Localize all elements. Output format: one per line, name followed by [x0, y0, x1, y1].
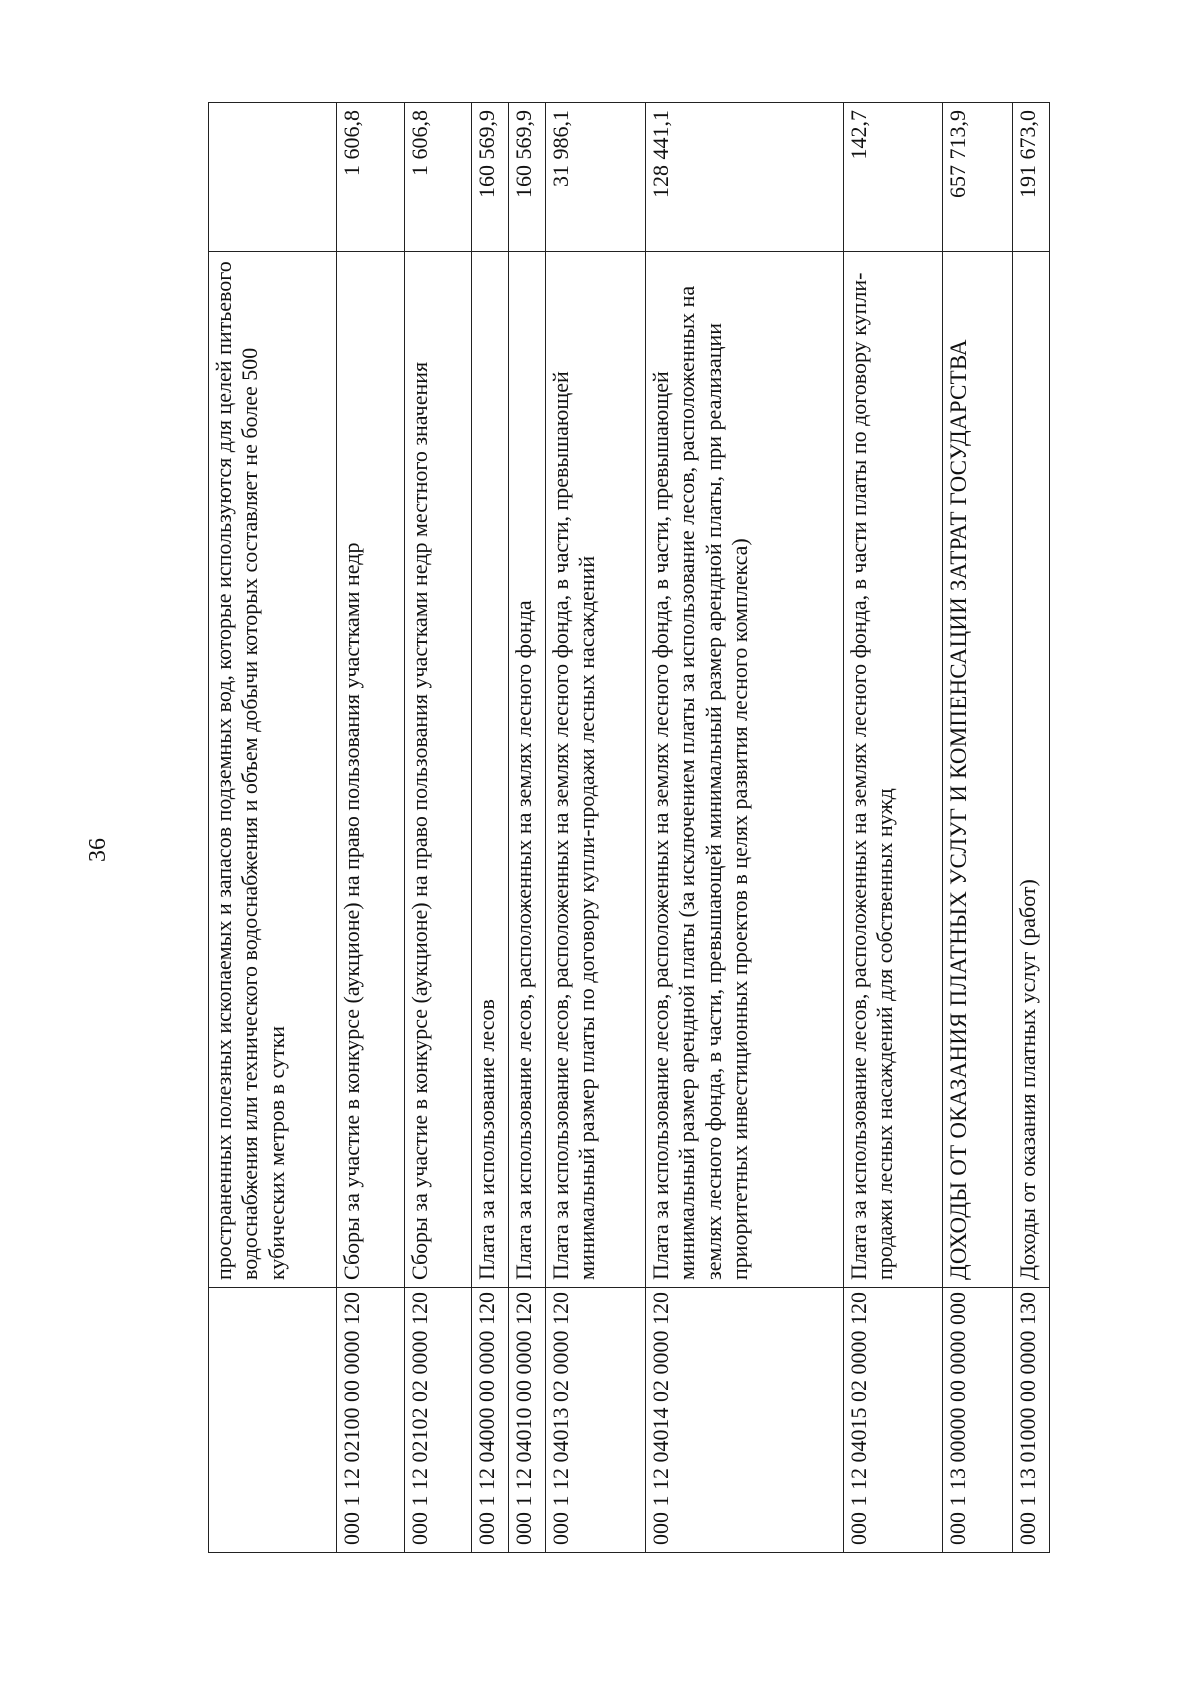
row-amount: 142,7: [843, 103, 943, 252]
row-name: Плата за использование лесов, расположенных на землях лесного фонда: [508, 252, 545, 1288]
row-amount: 160 569,9: [471, 103, 508, 252]
row-amount: 191 673,0: [1012, 103, 1049, 252]
row-name: Доходы от оказания платных услуг (работ): [1012, 252, 1049, 1288]
table-row: [645, 103, 843, 1553]
row-amount: 31 986,1: [545, 103, 645, 252]
table-row: [209, 103, 337, 1553]
rotated-table-container: [208, 103, 1050, 1553]
row-code: 000 1 12 04000 00 0000 120: [471, 1288, 508, 1553]
row-amount: 1 606,8: [404, 103, 471, 252]
row-amount: 128 441,1: [645, 103, 843, 252]
row-name: ДОХОДЫ ОТ ОКАЗАНИЯ ПЛАТНЫХ УСЛУГ И КОМПЕНСАЦИИ ЗАТРАТ ГОСУДАРСТВА: [943, 252, 1013, 1288]
row-code: 000 1 12 02100 00 0000 120: [337, 1288, 404, 1553]
row-code: 000 1 13 00000 00 0000 000: [943, 1288, 1013, 1553]
row-amount: 1 606,8: [337, 103, 404, 252]
table-row: [545, 103, 645, 1553]
row-code: 000 1 13 01000 00 0000 130: [1012, 1288, 1049, 1553]
row-code: 000 1 12 04015 02 0000 120: [843, 1288, 943, 1553]
revenue-table: [208, 102, 1050, 1553]
table-row: [337, 103, 404, 1553]
row-name: Плата за использование лесов, расположенных на землях лесного фонда, в части платы по договору купли-продажи лесных насаждений для собственных нужд: [843, 252, 943, 1288]
table-row: [508, 103, 545, 1553]
row-name: Сборы за участие в конкурсе (аукционе) на право пользования участками недр: [337, 252, 404, 1288]
row-name: Плата за использование лесов: [471, 252, 508, 1288]
row-name: пространенных полезных ископаемых и запасов подземных вод, которые используются для целей питьевого водоснабжения или технического водоснабжения и объем добычи которых составляет не более 500 кубических метров в сутки: [209, 252, 337, 1288]
row-amount: 160 569,9: [508, 103, 545, 252]
row-code: 000 1 12 04010 00 0000 120: [508, 1288, 545, 1553]
table-row: [471, 103, 508, 1553]
table-row: [843, 103, 943, 1553]
table-row: [1012, 103, 1049, 1553]
row-amount: [209, 103, 337, 252]
row-amount: 657 713,9: [943, 103, 1013, 252]
row-name: Плата за использование лесов, расположенных на землях лесного фонда, в части, превышающей минимальный размер арендной платы (за исключением платы за использование лесов, расположенных на землях лесного фонда, в части, превышающей минимальный размер арендной платы, при реализации приоритетных инвестиционных проектов в целях развития лесного комплекса): [645, 252, 843, 1288]
row-code: 000 1 12 04013 02 0000 120: [545, 1288, 645, 1553]
table-row: [404, 103, 471, 1553]
row-code: 000 1 12 04014 02 0000 120: [645, 1288, 843, 1553]
row-code: 000 1 12 02102 02 0000 120: [404, 1288, 471, 1553]
row-name: Плата за использование лесов, расположенных на землях лесного фонда, в части, превышающей минимальный размер платы по договору купли-продажи лесных насаждений: [545, 252, 645, 1288]
table-row: [943, 103, 1013, 1553]
page-number: 36: [85, 838, 111, 862]
row-code: [209, 1288, 337, 1553]
row-name: Сборы за участие в конкурсе (аукционе) на право пользования участками недр местного значения: [404, 252, 471, 1288]
